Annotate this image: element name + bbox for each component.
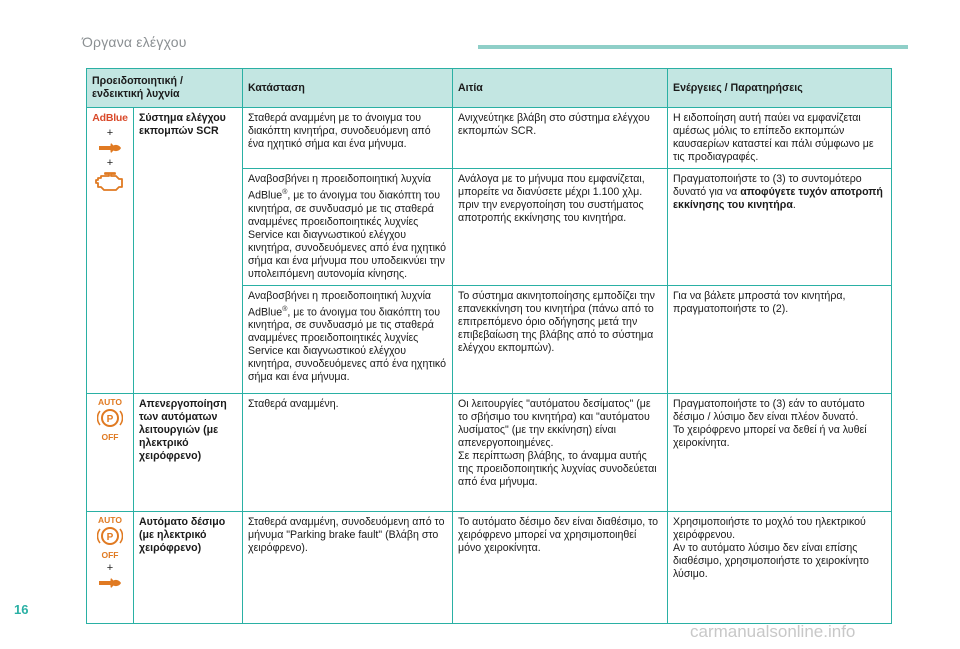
action-cell: Πραγματοποιήστε το (3) εάν το αυτόματο δέσιμο / λύσιμο δεν είναι πλέον δυνατό. Το χειρόφρενο μπορεί να δεθεί ή να λυθεί χειροκίνητα. bbox=[668, 393, 892, 511]
page-section-title: Όργανα ελέγχου bbox=[82, 34, 187, 50]
state-cell: Σταθερά αναμμένη. bbox=[243, 393, 453, 511]
column-header-lamp: Προειδοποιητική / ενδεικτική λυχνία bbox=[87, 69, 243, 108]
page-number: 16 bbox=[14, 602, 29, 617]
cause-cell: Ανιχνεύτηκε βλάβη στο σύστημα ελέγχου εκπομπών SCR. bbox=[453, 108, 668, 169]
wrench-icon bbox=[97, 141, 123, 155]
action-cell: Χρησιμοποιήστε το μοχλό του ηλεκτρικού χειρόφρενου. Αν το αυτόματο λύσιμο δεν είναι επίσης διαθέσιμο, χρησιμοποιήστε το χειροκίνητο λύσιμο. bbox=[668, 511, 892, 623]
lamp-name-auto-brake: Αυτόματο δέσιμο (με ηλεκτρικό χειρόφρενο) bbox=[134, 511, 243, 623]
cause-cell: Οι λειτουργίες "αυτόματου δεσίματος" (με το σβήσιμο του κινητήρα) και "αυτόματου λυσίματος" (με την εκκίνηση) είναι απενεργοποιημένες. Σε περίπτωση βλάβης, το άναμμα αυτής της προειδοποιητικής λυχνίας συνοδεύεται από ένα μήνυμα. bbox=[453, 393, 668, 511]
auto-parking-off-icon: AUTO P OFF bbox=[98, 396, 122, 442]
parking-brake-circle-icon bbox=[97, 525, 123, 547]
state-cell: Αναβοσβήνει η προειδοποιητική λυχνία AdBlue®, με το άνοιγμα του διακόπτη του κινητήρα, σε συνδυασμό με τις σταθερά αναμμένες προειδοποιητικές λυχνίες Service και διαγνωστικού ελέγχου κινητήρα, συνοδευόμενες από ένα ηχητικό σήμα και ένα μήνυμα που υποδεικνύει την υπολειπόμενη αυτονομία κίνησης. bbox=[243, 169, 453, 286]
action-bold-text: αποφύγετε τυχόν αποτροπή εκκίνησης του κινητήρα bbox=[673, 186, 883, 211]
cause-cell: Ανάλογα με το μήνυμα που εμφανίζεται, μπορείτε να διανύσετε μέχρι 1.100 χλμ. πριν την ενεργοποίηση του συστήματος αποτροπής εκκίνησης του κινητήρα. bbox=[453, 169, 668, 286]
table-row bbox=[87, 511, 892, 623]
warning-lamps-table bbox=[86, 68, 892, 624]
action-cell: Πραγματοποιήστε το (3) το συντομότερο δυνατό για να αποφύγετε τυχόν αποτροπή εκκίνησης του κινητήρα. bbox=[668, 169, 892, 286]
action-cell: Για να βάλετε μπροστά τον κινητήρα, πραγματοποιήστε το (2). bbox=[668, 285, 892, 393]
watermark-text: carmanualsonline.info bbox=[690, 622, 856, 641]
engine-check-icon bbox=[95, 171, 125, 193]
cause-cell: Το αυτόματο δέσιμο δεν είναι διαθέσιμο, το χειρόφρενο μπορεί να χρησιμοποιηθεί μόνο χειροκίνητα. bbox=[453, 511, 668, 623]
parking-brake-circle-icon bbox=[97, 407, 123, 429]
column-header-action: Ενέργειες / Παρατηρήσεις bbox=[668, 69, 892, 108]
table-header-row bbox=[87, 69, 892, 108]
action-cell: Η ειδοποίηση αυτή παύει να εμφανίζεται αμέσως μόλις το επίπεδο εκπομπών καυσαερίων καταστεί και πάλι σύμφωνο με τις προδιαγραφές. bbox=[668, 108, 892, 169]
scr-icons-cell bbox=[87, 108, 134, 394]
state-cell: Σταθερά αναμμένη με το άνοιγμα του διακόπτη κινητήρα, συνοδευόμενη από ένα ηχητικό σήμα και ένα μήνυμα. bbox=[243, 108, 453, 169]
wrench-icon bbox=[97, 576, 123, 590]
svg-text:P: P bbox=[106, 531, 114, 543]
plus-sign: + bbox=[106, 157, 114, 169]
svg-text:P: P bbox=[106, 413, 114, 425]
column-header-state: Κατάσταση bbox=[243, 69, 453, 108]
state-cell: Σταθερά αναμμένη, συνοδευόμενη από το μήνυμα "Parking brake fault" (Βλάβη στο χειρόφρενο). bbox=[243, 511, 453, 623]
state-cell: Αναβοσβήνει η προειδοποιητική λυχνία AdBlue®, με το άνοιγμα του διακόπτη του κινητήρα, σε συνδυασμό με τις σταθερά αναμμένες προειδοποιητικές λυχνίες Service και διαγνωστικού ελέγχου κινητήρα, συνοδευόμενες από ένα ηχητικό σήμα και ένα μήνυμα. bbox=[243, 285, 453, 393]
adblue-icon: AdBlue bbox=[92, 112, 128, 124]
lamp-name-auto-functions: Απενεργοποίηση των αυτόματων λειτουργιών (με ηλεκτρικό χειρόφρενο) bbox=[134, 393, 243, 511]
column-header-cause: Αιτία bbox=[453, 69, 668, 108]
plus-sign: + bbox=[106, 127, 114, 139]
auto-parking-icon: AUTO P OFF bbox=[98, 514, 122, 560]
table-row bbox=[87, 108, 892, 169]
header-accent-bar bbox=[478, 45, 908, 49]
plus-sign: + bbox=[106, 561, 114, 574]
auto-brake-icons-cell bbox=[87, 511, 134, 623]
auto-off-icons-cell bbox=[87, 393, 134, 511]
lamp-name-scr: Σύστημα ελέγχου εκπομπών SCR bbox=[134, 108, 243, 394]
table-row bbox=[87, 393, 892, 511]
cause-cell: Το σύστημα ακινητοποίησης εμποδίζει την επανεκκίνηση του κινητήρα (πάνω από το επιτρεπόμενο όριο οδήγησης μετά την επιβεβαίωση της βλάβης από το σύστημα ελέγχου εκπομπών). bbox=[453, 285, 668, 393]
